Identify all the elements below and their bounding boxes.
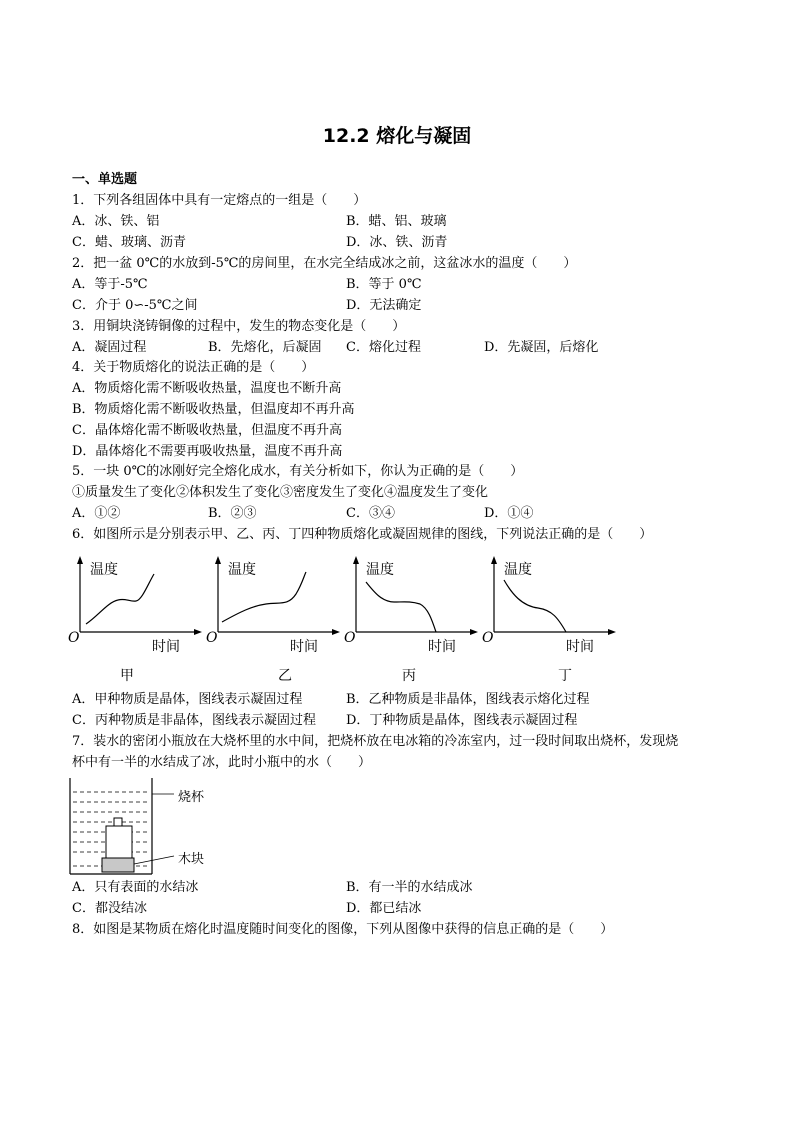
q7-option-d: D．都已结冰 [346, 901, 422, 916]
graph-jia [68, 554, 203, 684]
beaker-label: 烧杯 [178, 790, 205, 805]
q6-option-c: C．丙种物质是非晶体，图线表示凝固过程 [72, 713, 316, 728]
graph-yi-origin: O [206, 630, 218, 646]
graph-ding-plot [482, 554, 617, 664]
q5-option-c: C．③④ [346, 506, 395, 521]
q6-option-b: B．乙种物质是非晶体，图线表示熔化过程 [346, 692, 590, 707]
q7-option-b: B．有一半的水结成冰 [346, 880, 473, 895]
q3-option-d: D．先凝固，后熔化 [484, 340, 599, 355]
graph-yi-curve [222, 572, 306, 622]
graph-yi-xlabel: 时间 [290, 639, 318, 655]
graph-bing-xlabel: 时间 [428, 639, 456, 655]
question-6-stem: 6．如图所示是分别表示甲、乙、丙、丁四种物质熔化或凝固规律的图线，下列说法正确的是（ ） [72, 527, 653, 542]
q1-option-b: B．蜡、铝、玻璃 [346, 214, 447, 229]
graph-jia-ylabel: 温度 [90, 562, 118, 578]
q4-option-d: D．晶体熔化不需要再吸收热量，温度不再升高 [72, 444, 343, 459]
graph-ding-origin: O [482, 630, 494, 646]
graph-ding-ylabel: 温度 [504, 562, 532, 578]
q5-statements: ①质量发生了变化②体积发生了变化③密度发生了变化④温度发生了变化 [72, 485, 489, 500]
question-8-stem: 8．如图是某物质在熔化时温度随时间变化的图像，下列从图像中获得的信息正确的是（ ） [72, 922, 614, 937]
graph-ding [482, 554, 617, 684]
q2-option-b: B．等于 0℃ [346, 277, 422, 292]
graph-bing-curve [366, 582, 436, 632]
question-5-stem: 5．一块 0℃的冰刚好完全熔化成水，有关分析如下，你认为正确的是（ ） [72, 464, 524, 479]
q3-option-b: B．先熔化，后凝固 [208, 340, 322, 355]
graph-ding-caption: 丁 [558, 668, 572, 684]
question-1-stem: 1．下列各组固体中具有一定熔点的一组是（ ） [72, 193, 367, 208]
graph-bing-origin: O [344, 630, 356, 646]
q6-option-d: D．丁种物质是晶体，图线表示凝固过程 [346, 713, 578, 728]
q4-option-c: C．晶体熔化需不断吸收热量，但温度不再升高 [72, 423, 342, 438]
graph-bing-plot [344, 554, 479, 664]
graph-bing-caption: 丙 [402, 668, 416, 684]
q1-option-a: A．冰、铁、铝 [72, 214, 160, 229]
q3-option-c: C．熔化过程 [346, 340, 421, 355]
beaker-drawing [68, 776, 248, 876]
beaker-diagram [68, 776, 248, 876]
q2-option-c: C．介于 0∽-5℃之间 [72, 298, 198, 313]
graph-yi-plot [206, 554, 341, 664]
section-heading: 一、单选题 [72, 172, 138, 187]
q7-option-c: C．都没结冰 [72, 901, 147, 916]
graph-yi [206, 554, 341, 684]
q5-option-d: D．①④ [484, 506, 534, 521]
graph-bing [344, 554, 479, 684]
question-2-stem: 2．把一盆 0℃的水放到-5℃的房间里，在水完全结成冰之前，这盆冰水的温度（ ） [72, 256, 577, 271]
graph-jia-caption: 甲 [120, 668, 134, 684]
graph-jia-curve [86, 574, 154, 624]
question-4-stem: 4．关于物质熔化的说法正确的是（ ） [72, 360, 315, 375]
graph-jia-origin: O [68, 630, 80, 646]
question-7-stem-line1: 7．装水的密闭小瓶放在大烧杯里的水中间，把烧杯放在电冰箱的冷冻室内，过一段时间取出烧杯，发现烧 [72, 734, 679, 749]
q1-option-d: D．冰、铁、沥青 [346, 235, 448, 250]
graph-ding-curve [504, 580, 566, 632]
graph-ding-xlabel: 时间 [566, 639, 594, 655]
page-title: 12.2 熔化与凝固 [322, 125, 472, 147]
q5-option-b: B．②③ [208, 506, 257, 521]
question-7-stem-line2: 杯中有一半的水结成了冰，此时小瓶中的水（ ） [72, 755, 372, 770]
q5-option-a: A．①② [72, 506, 121, 521]
graph-jia-plot [68, 554, 203, 664]
wood-block [102, 858, 134, 872]
q1-option-c: C．蜡、玻璃、沥青 [72, 235, 186, 250]
question-3-stem: 3．用铜块浇铸铜像的过程中，发生的物态变化是（ ） [72, 319, 406, 334]
graph-yi-caption: 乙 [278, 668, 292, 684]
wood-block-label: 木块 [178, 852, 205, 867]
q2-option-a: A．等于-5℃ [72, 277, 148, 292]
q6-option-a: A．甲种物质是晶体，图线表示凝固过程 [72, 692, 303, 707]
q3-option-a: A．凝固过程 [72, 340, 147, 355]
q2-option-d: D．无法确定 [346, 298, 422, 313]
graph-bing-ylabel: 温度 [366, 562, 394, 578]
q7-option-a: A．只有表面的水结冰 [72, 880, 199, 895]
q4-option-b: B．物质熔化需不断吸收热量，但温度却不再升高 [72, 402, 355, 417]
q4-option-a: A．物质熔化需不断吸收热量，温度也不断升高 [72, 381, 342, 396]
graph-yi-ylabel: 温度 [228, 562, 256, 578]
graph-jia-xlabel: 时间 [152, 639, 180, 655]
